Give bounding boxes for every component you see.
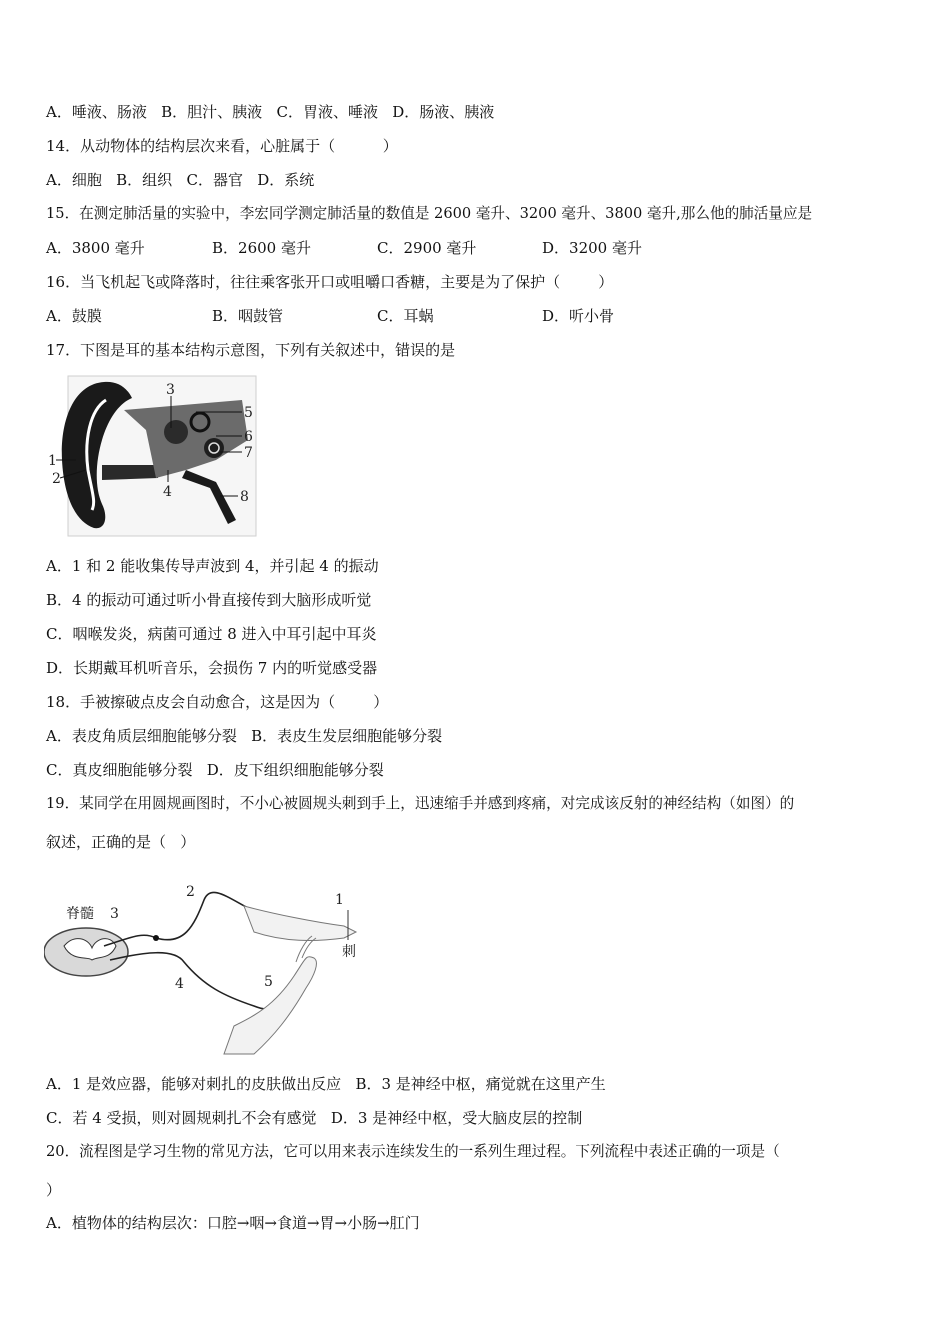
pricked-hand-shape	[244, 906, 356, 940]
ossicles-shape	[164, 420, 188, 444]
q20-stem-line2: ）	[46, 1181, 62, 1199]
q14-options: A．细胞 B．组织 C．器官 D．系统	[46, 171, 315, 189]
q20-stem-line1: 20．流程图是学习生物的常见方法，它可以用来表示连续发生的一系列生理过程。下列流程中表述正确的一项是（	[46, 1143, 780, 1160]
q15-option-a: A．3800 毫升	[46, 239, 145, 257]
q15-option-b: B．2600 毫升	[212, 239, 311, 257]
q19-options-row1: A．1 是效应器，能够对刺扎的皮肤做出反应 B．3 是神经中枢，痛觉就在这里产生	[46, 1075, 606, 1093]
spinal-cord-label: 脊髓	[66, 906, 94, 922]
cochlea-shape	[204, 438, 224, 458]
q16-option-c: C．耳蜗	[377, 307, 434, 325]
reflex-label-1: 1	[335, 892, 344, 908]
q17-option-b: B．4 的振动可通过听小骨直接传到大脑形成听觉	[46, 591, 372, 609]
q17-option-d: D．长期戴耳机听音乐，会损伤 7 内的听觉感受器	[46, 659, 378, 677]
q18-stem: 18．手被擦破点皮会自动愈合，这是因为（ ）	[46, 693, 389, 711]
q16-option-d: D．听小骨	[542, 307, 615, 325]
q17-option-a: A．1 和 2 能收集传导声波到 4，并引起 4 的振动	[46, 557, 379, 575]
reflex-label-4: 4	[175, 976, 184, 992]
ganglion-dot	[153, 935, 159, 941]
stab-label: 刺	[342, 944, 356, 960]
ear-label-4: 4	[163, 484, 172, 500]
ear-label-1: 1	[48, 453, 57, 469]
q17-stem: 17．下图是耳的基本结构示意图，下列有关叙述中，错误的是	[46, 341, 456, 359]
q20-option-a: A．植物体的结构层次：口腔→咽→食道→胃→小肠→肛门	[46, 1214, 420, 1232]
ear-label-7: 7	[244, 445, 253, 461]
reflex-arc-figure	[44, 876, 374, 1061]
q13-options: A．唾液、肠液 B．胆汁、胰液 C．胃液、唾液 D．肠液、胰液	[46, 103, 495, 121]
reflex-label-5: 5	[264, 974, 273, 990]
reflex-label-2: 2	[186, 884, 195, 900]
q19-stem-line1: 19．某同学在用圆规画图时，不小心被圆规头刺到手上，迅速缩手并感到疼痛，对完成该反射的神经结构（如图）的	[46, 795, 795, 812]
withdrawing-arm-shape	[224, 957, 316, 1054]
q15-stem: 15．在测定肺活量的实验中，李宏同学测定肺活量的数值是 2600 毫升、3200 毫升、3800 毫升,那么他的肺活量应是	[46, 205, 813, 222]
q15-option-d: D．3200 毫升	[542, 239, 642, 257]
ear-label-2: 2	[52, 471, 61, 487]
q16-option-a: A．鼓膜	[46, 307, 102, 325]
q19-stem-line2: 叙述，正确的是（ ）	[46, 833, 196, 851]
q15-option-c: C．2900 毫升	[377, 239, 477, 257]
q16-stem: 16．当飞机起飞或降落时，往往乘客张开口或咀嚼口香糖，主要是为了保护（ ）	[46, 273, 614, 291]
ear-label-8: 8	[240, 489, 249, 505]
q14-stem: 14．从动物体的结构层次来看，心脏属于（ ）	[46, 137, 398, 155]
ear-label-5: 5	[244, 405, 253, 421]
ear-label-3: 3	[166, 382, 175, 398]
ear-canal-shape	[102, 465, 158, 480]
ear-label-6: 6	[244, 429, 253, 445]
ear-structure-figure	[46, 370, 266, 545]
q18-options-row2: C．真皮细胞能够分裂 D．皮下组织细胞能够分裂	[46, 761, 384, 779]
reflex-label-3: 3	[110, 906, 119, 922]
q18-options-row1: A．表皮角质层细胞能够分裂 B．表皮生发层细胞能够分裂	[46, 727, 443, 745]
q17-option-c: C．咽喉发炎，病菌可通过 8 进入中耳引起中耳炎	[46, 625, 377, 643]
q16-option-b: B．咽鼓管	[212, 307, 284, 325]
q19-options-row2: C．若 4 受损，则对圆规刺扎不会有感觉 D．3 是神经中枢，受大脑皮层的控制	[46, 1109, 583, 1127]
motor-nerve-path	[110, 953, 276, 1009]
